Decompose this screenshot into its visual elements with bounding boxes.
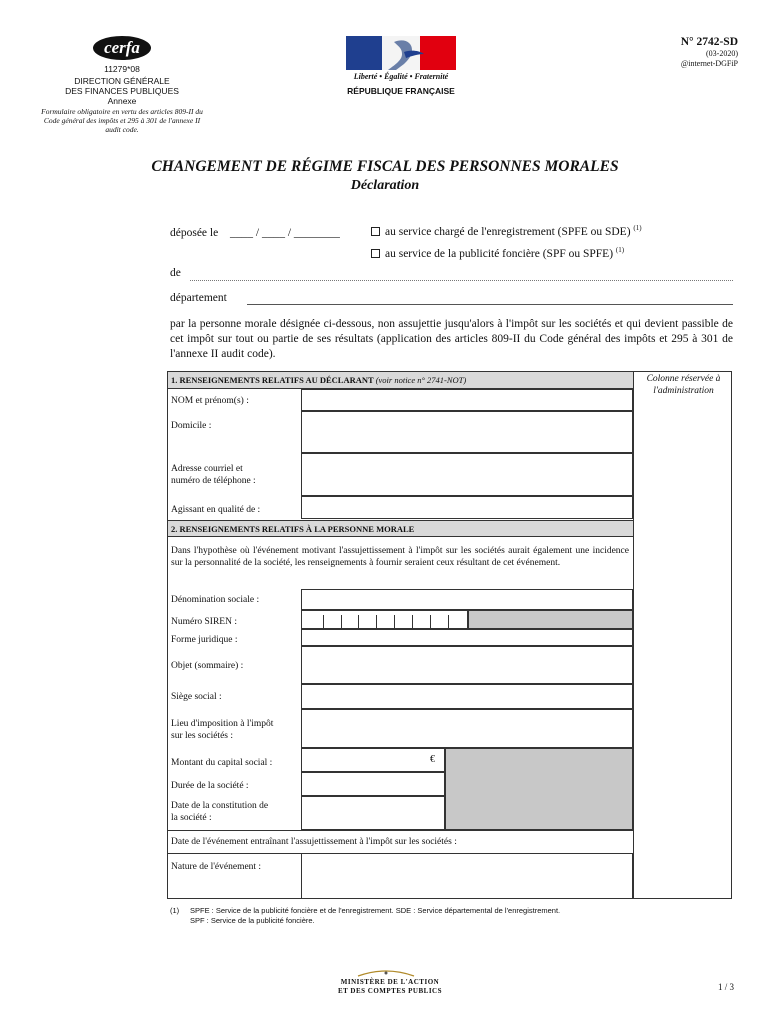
checkbox-enregistrement[interactable] xyxy=(371,227,380,236)
siren-digit-separator xyxy=(358,615,359,629)
qualite-label: Agissant en qualité de : xyxy=(171,505,261,515)
capital-label: Montant du capital social : xyxy=(171,758,273,768)
siren-digit-separator xyxy=(376,615,377,629)
deposit-date-field[interactable]: ____ / ____ / ________ xyxy=(230,227,340,239)
legal-line2: Code général des impôts et 295 à 301 de l'annexe II xyxy=(43,116,201,125)
checkbox-publicite[interactable] xyxy=(371,249,380,258)
section1-note: (voir notice n° 2741-NOT) xyxy=(375,375,467,385)
siren-digit-separator xyxy=(430,615,431,629)
siren-label: Numéro SIREN : xyxy=(171,617,237,627)
footnote xyxy=(170,906,560,926)
siege-label: Siège social : xyxy=(171,692,222,702)
de-label: de xyxy=(170,267,181,279)
intro-paragraph: par la personne morale désignée ci-dessous, non assujettie jusqu'alors à l'impôt sur les sociétés et qui devient passible de cet impôt sur tout ou partie de ses résultats (application des articles 809-II du Code général des impôts et 295 à 301 de l'annexe II audit code). xyxy=(170,318,733,360)
deposit-label: déposée le xyxy=(170,227,219,239)
section2-note: Dans l'hypothèse où l'événement motivant l'assujettissement à l'impôt sur les sociétés aurait également une incidence sur la personnalité de la société, les renseignements à fournir seraient ceux résultant de cet événement. xyxy=(171,546,629,568)
column-separator xyxy=(633,371,634,899)
lieu-label-line2: sur les sociétés : xyxy=(171,731,234,741)
footnote-ref: (1) xyxy=(615,246,625,254)
domicile-label: Domicile : xyxy=(171,421,212,431)
annexe-label: Annexe xyxy=(107,96,137,106)
direction-line1: DIRECTION GÉNÉRALE xyxy=(74,76,170,86)
siren-reserved-area xyxy=(468,610,633,629)
page-number: 1 / 3 xyxy=(717,982,734,992)
devise: Liberté • Égalité • Fraternité xyxy=(353,72,449,81)
siren-digit-separator xyxy=(394,615,395,629)
denomination-label: Dénomination sociale : xyxy=(171,595,260,605)
domicile-input[interactable] xyxy=(301,411,633,453)
legal-line1: Formulaire obligatoire en vertu des articles 809-II du xyxy=(41,107,203,116)
qualite-input[interactable] xyxy=(301,496,633,519)
option-publicite xyxy=(371,246,624,260)
capital-input[interactable] xyxy=(301,748,445,772)
section2-title: 2. RENSEIGNEMENTS RELATIFS À LA PERSONNE MORALE xyxy=(171,524,415,534)
lieu-label-line1: Lieu d'imposition à l'impôt xyxy=(171,719,274,729)
date-const-label-line2: la société : xyxy=(171,813,212,823)
marianne-logo xyxy=(346,36,456,70)
section1-header xyxy=(168,372,633,389)
nom-label: NOM et prénom(s) : xyxy=(171,396,249,406)
footnote-ref: (1) xyxy=(633,224,642,232)
form-version: (03-2020) xyxy=(706,49,738,58)
departement-field[interactable] xyxy=(247,304,733,305)
form-number: N° 2742-SD xyxy=(680,36,738,48)
legal-line3: audit code. xyxy=(105,125,139,134)
cerfa-number: 11279*08 xyxy=(104,64,140,74)
date-const-input[interactable] xyxy=(301,796,445,830)
euro-symbol: € xyxy=(430,754,435,765)
siren-digit-separator xyxy=(341,615,342,629)
siren-input[interactable] xyxy=(301,610,468,629)
siren-digit-separator xyxy=(412,615,413,629)
option-publicite-label: au service de la publicité foncière (SPF ou SPFE) xyxy=(385,247,614,260)
adresse-input[interactable] xyxy=(301,453,633,496)
nature-label: Nature de l'événement : xyxy=(171,862,262,872)
republique-francaise: RÉPUBLIQUE FRANÇAISE xyxy=(347,86,455,96)
denomination-input[interactable] xyxy=(301,589,633,610)
siege-input[interactable] xyxy=(301,684,633,709)
siren-digit-separator xyxy=(323,615,324,629)
forme-input[interactable] xyxy=(301,629,633,646)
section2-header xyxy=(168,520,633,537)
departement-label: département xyxy=(170,292,227,304)
forme-label: Forme juridique : xyxy=(171,635,238,645)
admin-column-label: Colonne réservée à l'administration xyxy=(646,374,721,396)
nom-input[interactable] xyxy=(301,389,633,411)
date-event-label: Date de l'événement entraînant l'assujettissement à l'impôt sur les sociétés : xyxy=(171,837,457,847)
direction-line2: DES FINANCES PUBLIQUES xyxy=(65,86,179,96)
ministere-line1: MINISTÈRE DE L'ACTION xyxy=(340,978,440,986)
option-enregistrement-label: au service chargé de l'enregistrement (SPFE ou SDE) xyxy=(385,225,631,238)
footnote-line2: SPF : Service de la publicité foncière. xyxy=(190,916,315,925)
adresse-label-line2: numéro de téléphone : xyxy=(171,476,256,486)
ministere-line2: ET DES COMPTES PUBLICS xyxy=(337,986,443,995)
duree-input[interactable] xyxy=(301,772,445,796)
date-const-label-line1: Date de la constitution de xyxy=(171,801,269,811)
page-title: CHANGEMENT DE RÉGIME FISCAL DES PERSONNES MORALES xyxy=(151,158,619,175)
objet-label: Objet (sommaire) : xyxy=(171,661,244,671)
ministere-emblem-icon xyxy=(356,968,416,978)
adresse-label-line1: Adresse courriel et xyxy=(171,464,243,474)
duree-label: Durée de la société : xyxy=(171,781,249,791)
capital-reserved-area xyxy=(445,748,633,830)
lieu-input[interactable] xyxy=(301,709,633,748)
ministere-logo xyxy=(315,978,465,995)
footnote-marker: (1) xyxy=(170,906,180,915)
section1-title: 1. RENSEIGNEMENTS RELATIFS AU DÉCLARANT xyxy=(171,375,374,385)
form-source: @internet-DGFiP xyxy=(680,59,738,68)
footnote-line1: SPFE : Service de la publicité foncière et de l'enregistrement. SDE : Service départemental de l'enregistrement. xyxy=(190,906,561,915)
nature-input[interactable] xyxy=(301,853,633,899)
de-field[interactable] xyxy=(190,280,733,281)
siren-digit-separator xyxy=(448,615,449,629)
objet-input[interactable] xyxy=(301,646,633,684)
cerfa-logo: cerfa xyxy=(93,36,151,60)
option-enregistrement xyxy=(371,224,642,238)
row-divider xyxy=(167,830,633,831)
page-subtitle: Déclaration xyxy=(350,178,420,193)
